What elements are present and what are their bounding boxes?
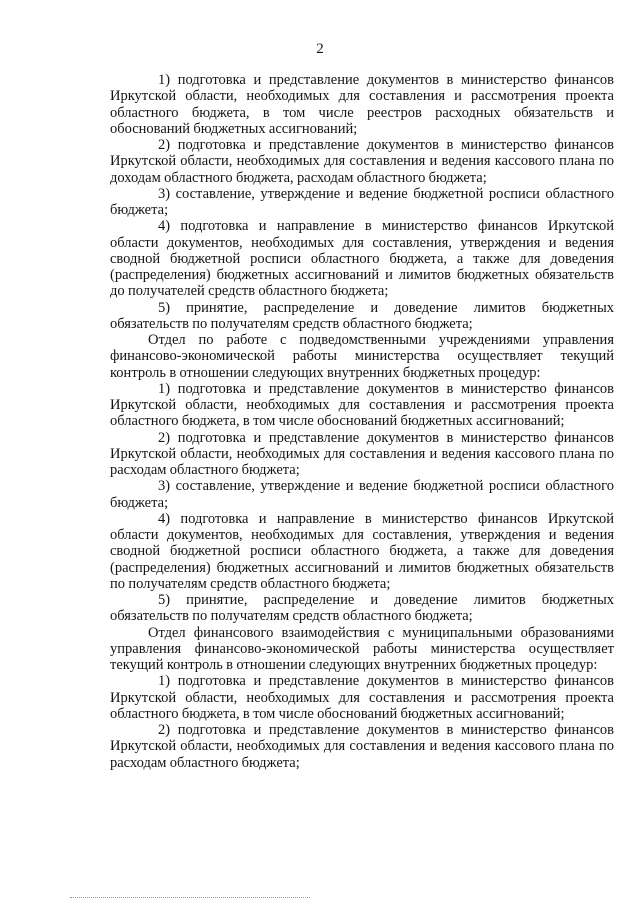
paragraph-item: 4) подготовка и направление в министерство финансов Иркутской области документов, необходимых для составления, утверждения и ведения сводной бюджетной росписи областного бюджета, а также для доведения (распределения) бюджетных ассигнований и лимитов бюджетных обязательств до получателей средств областного бюджета; [110, 218, 614, 300]
paragraph-item: 1) подготовка и представление документов в министерство финансов Иркутской области, необходимых для составления и рассмотрения проекта областного бюджета, в том числе обоснований бюджетных ассигнований; [110, 673, 614, 722]
section-heading-paragraph: Отдел финансового взаимодействия с муниципальными образованиями управления финансово-экономической работы министерства осуществляет текущий контроль в отношении следующих внутренних бюджетных процедур: [110, 624, 614, 673]
paragraph-item: 5) принятие, распределение и доведение лимитов бюджетных обязательств по получателям средств областного бюджета; [110, 592, 614, 625]
paragraph-item: 3) составление, утверждение и ведение бюджетной росписи областного бюджета; [110, 478, 614, 511]
document-body [110, 72, 614, 771]
paragraph-item: 3) составление, утверждение и ведение бюджетной росписи областного бюджета; [110, 185, 614, 218]
paragraph-item: 2) подготовка и представление документов в министерство финансов Иркутской области, необходимых для составления и ведения кассового плана по расходам областного бюджета; [110, 429, 614, 478]
paragraph-item: 1) подготовка и представление документов в министерство финансов Иркутской области, необходимых для составления и рассмотрения проекта областного бюджета, в том числе обоснований бюджетных ассигнований; [110, 380, 614, 430]
paragraph-item: 5) принятие, распределение и доведение лимитов бюджетных обязательств по получателям средств областного бюджета; [110, 299, 614, 332]
paragraph-item: 4) подготовка и направление в министерство финансов Иркутской области документов, необходимых для составления, утверждения и ведения сводной бюджетной росписи областного бюджета, а также для доведения (распределения) бюджетных ассигнований и лимитов бюджетных обязательств по получателям средств областного бюджета; [110, 510, 614, 592]
paragraph-item: 2) подготовка и представление документов в министерство финансов Иркутской области, необходимых для составления и ведения кассового плана по расходам областного бюджета; [110, 722, 614, 771]
page-number: 2 [316, 41, 324, 57]
section-heading-paragraph: Отдел по работе с подведомственными учреждениями управления финансово-экономической работы министерства осуществляет текущий контроль в отношении следующих внутренних бюджетных процедур: [110, 332, 614, 381]
paragraph-item: 2) подготовка и представление документов в министерство финансов Иркутской области, необходимых для составления и ведения кассового плана по доходам областного бюджета, расходам областного бюджета; [110, 137, 614, 186]
paragraph-item: 1) подготовка и представление документов в министерство финансов Иркутской области, необходимых для составления и рассмотрения проекта областного бюджета, в том числе реестров расходных обязательств и обоснований бюджетных ассигнований; [110, 72, 614, 137]
footer-divider [70, 897, 310, 898]
